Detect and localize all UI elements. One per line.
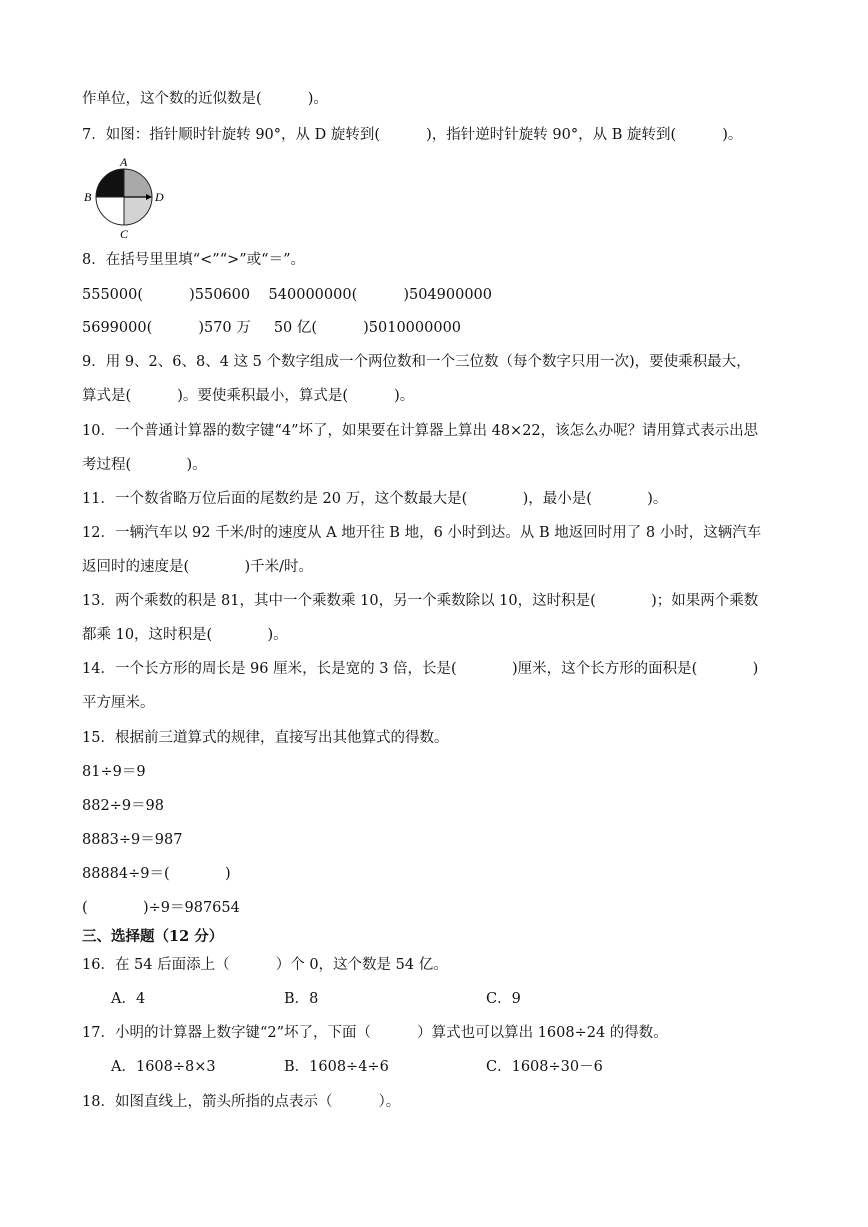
label-d: D: [155, 190, 164, 204]
q9-text: 9．用 9、2、6、8、4 这 5 个数字组成一个两位数和一个三位数（每个数字只用一次)，要使乘积最大，: [82, 354, 751, 370]
label-b: B: [84, 190, 92, 204]
q8-row-1: 555000( )550600 540000000( )504900000: [82, 287, 493, 303]
pointer-dial-figure: [82, 154, 172, 240]
q13-text: 13．两个乘数的积是 81，其中一个乘数乘 10，另一个乘数除以 10，这时积是( )；如果两个乘数: [82, 593, 759, 609]
q17-option-a: A．1608÷8×3: [111, 1059, 216, 1075]
q15-eq-5: ( )÷9＝987654: [82, 900, 240, 916]
q15-eq-4: 88884÷9＝( ): [82, 866, 231, 882]
q10-text-2: 考过程( )。: [82, 457, 207, 473]
section-heading-choice: 三、选择题（12 分）: [82, 928, 224, 945]
q16-option-b: B．8: [284, 991, 319, 1007]
q14-text-2: 平方厘米。: [82, 695, 155, 711]
q9-text-2: 算式是( )。要使乘积最小，算式是( )。: [82, 388, 415, 404]
q17-option-c: C．1608÷30－6: [486, 1059, 603, 1075]
q17-text: 17．小明的计算器上数字键“2”坏了，下面（ ）算式也可以算出 1608÷24 的得数。: [82, 1025, 668, 1041]
q13-text-2: 都乘 10，这时积是( )。: [82, 627, 288, 643]
q18-text: 18．如图直线上，箭头所指的点表示（ ）。: [82, 1094, 401, 1110]
q15-eq-2: 882÷9＝98: [82, 798, 165, 814]
label-c: C: [120, 227, 129, 240]
q15-text: 15．根据前三道算式的规律，直接写出其他算式的得数。: [82, 730, 449, 746]
label-a: A: [120, 155, 128, 169]
q16-option-a: A．4: [111, 991, 146, 1007]
q6-continuation: 作单位，这个数的近似数是( )。: [82, 91, 328, 107]
q7-text: 7．如图：指针顺时针旋转 90°，从 D 旋转到( )，指针逆时针旋转 90°，从 B 旋转到( )。: [82, 127, 743, 143]
q15-eq-3: 8883÷9＝987: [82, 832, 183, 848]
q12-text-2: 返回时的速度是( )千米/时。: [82, 559, 314, 575]
q8-text: 8．在括号里里填“<”“>”或“＝”。: [82, 252, 306, 268]
q16-option-c: C．9: [486, 991, 521, 1007]
q8-row-2: 5699000( )570 万 50 亿( )5010000000: [82, 320, 462, 336]
q15-eq-1: 81÷9＝9: [82, 764, 146, 780]
q11-text: 11．一个数省略万位后面的尾数约是 20 万，这个数最大是( )，最小是( )。: [82, 491, 668, 507]
q10-text: 10．一个普通计算器的数字键“4”坏了，如果要在计算器上算出 48×22，该怎么办呢？请用算式表示出思: [82, 423, 759, 439]
q14-text: 14．一个长方形的周长是 96 厘米，长是宽的 3 倍，长是( )厘米，这个长方形的面积是( ): [82, 661, 759, 677]
q16-text: 16．在 54 后面添上（ ）个 0，这个数是 54 亿。: [82, 957, 448, 973]
q12-text: 12．一辆汽车以 92 千米/时的速度从 A 地开往 B 地，6 小时到达。从 B 地返回时用了 8 小时，这辆汽车: [82, 525, 762, 541]
q17-option-b: B．1608÷4÷6: [284, 1059, 389, 1075]
